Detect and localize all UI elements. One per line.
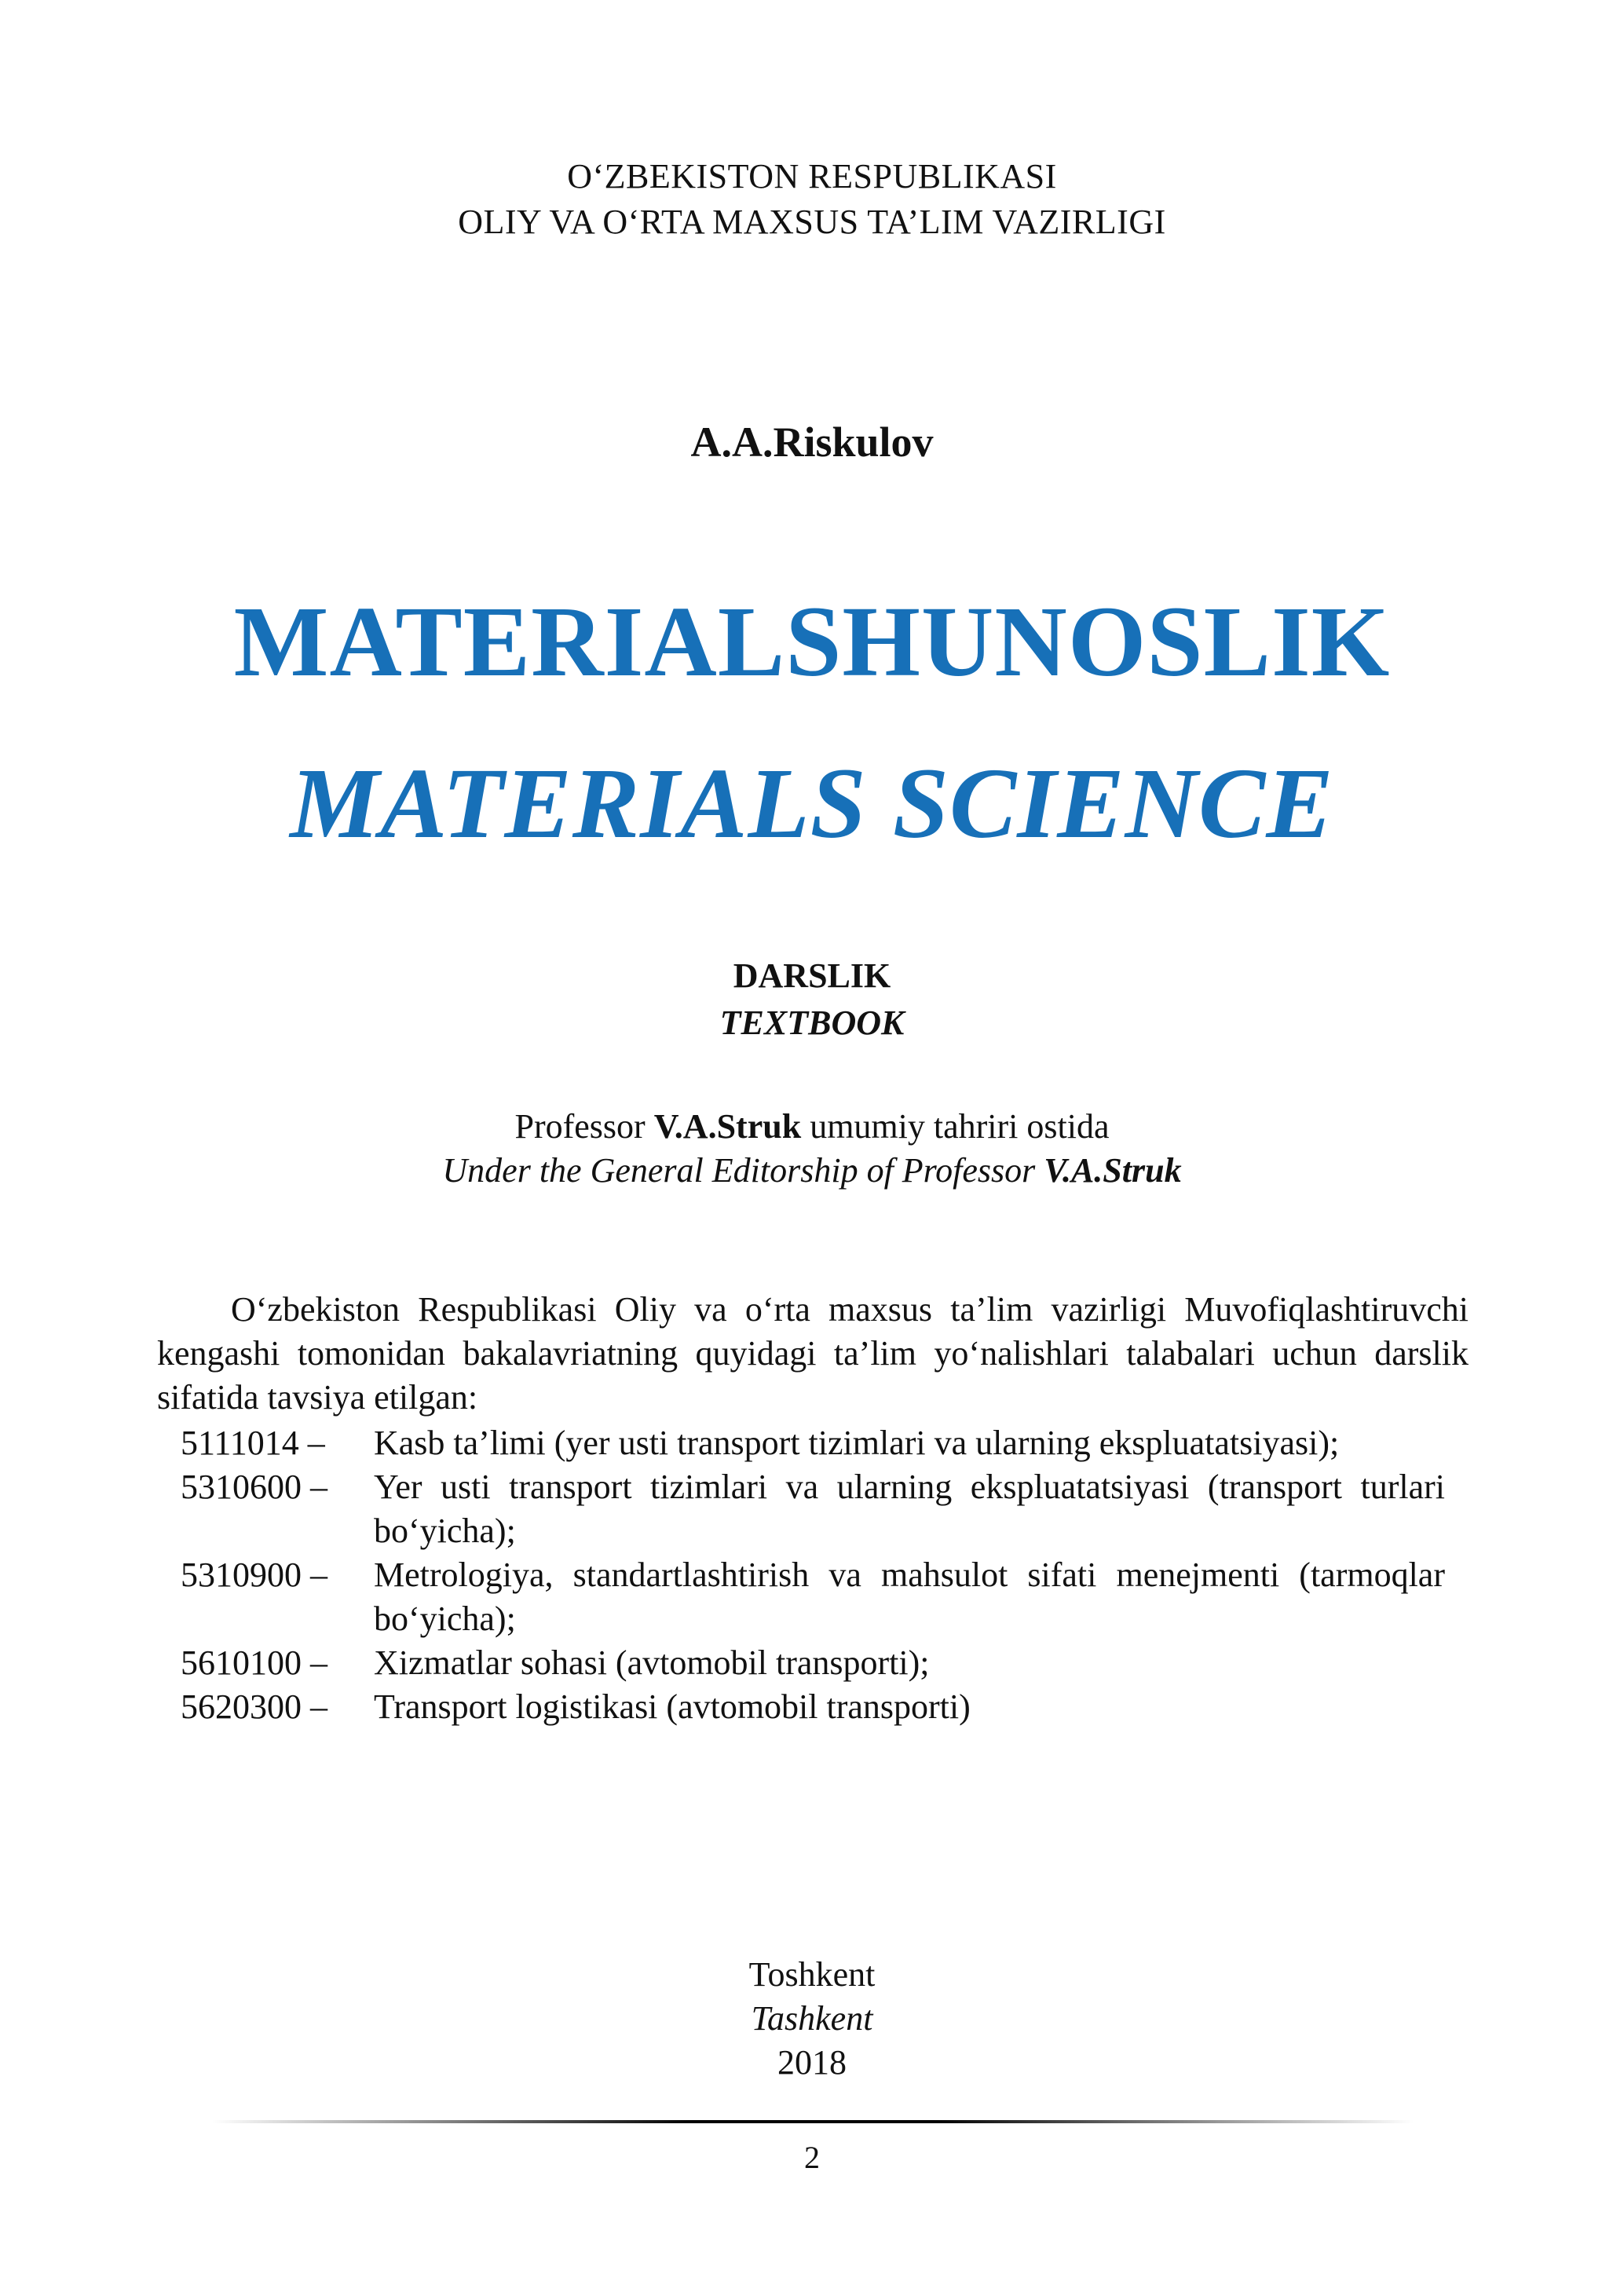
ministry-header <box>0 154 1624 245</box>
list-item <box>181 1465 1445 1553</box>
program-list <box>181 1421 1445 1729</box>
book-type-uz: DARSLIK <box>733 956 891 995</box>
program-text: Xizmatlar sohasi (avtomobil transporti); <box>374 1643 930 1682</box>
list-item <box>181 1553 1445 1641</box>
editor-line-en <box>0 1148 1624 1194</box>
list-item <box>181 1421 1445 1465</box>
list-item <box>181 1685 1445 1729</box>
program-text: Yer usti transport tizimlari va ularning ekspluatatsiyasi (transport turlari bo‘yicha); <box>374 1468 1445 1550</box>
editor-en-name: V.A.Struk <box>1044 1151 1182 1190</box>
program-text: Transport logistikasi (avtomobil transporti) <box>374 1687 971 1726</box>
list-item <box>181 1641 1445 1685</box>
program-code: 5610100 – <box>181 1643 327 1682</box>
program-code: 5111014 – <box>181 1424 325 1462</box>
ministry-line-2: OLIY VA O‘RTA MAXSUS TA’LIM VAZIRLIGI <box>458 203 1166 241</box>
editor-uz-suffix: umumiy tahriri ostida <box>801 1107 1110 1146</box>
editor-line-uz <box>0 1104 1624 1150</box>
recommendation-paragraph: O‘zbekiston Respublikasi Oliy va o‘rta maxsus ta’lim vazirligi Muvofiqlashtiruvchi kengashi tomonidan bakalavriatning quyidagi ta’lim yo‘nalishlari talabalari uchun darslik sifatida tavsiya etilgan: <box>157 1290 1469 1417</box>
editor-en-prefix: Under the General Editorship of Professor <box>442 1151 1044 1190</box>
book-title-uz: MATERIALSHUNOSLIK <box>233 586 1391 697</box>
editor-uz-prefix: Professor <box>514 1107 654 1146</box>
author-name: A.A.Riskulov <box>690 419 934 466</box>
program-text: Kasb ta’limi (yer usti transport tizimlari va ularning ekspluatatsiyasi); <box>374 1424 1340 1462</box>
imprint-city-en: Tashkent <box>751 1999 873 2038</box>
program-code: 5310600 – <box>181 1468 327 1506</box>
editor-uz-name: V.A.Struk <box>653 1107 802 1146</box>
book-type-en: TEXTBOOK <box>719 1004 905 1042</box>
program-code: 5310900 – <box>181 1556 327 1594</box>
imprint-city-uz: Toshkent <box>748 1955 876 1994</box>
footer-divider <box>212 2120 1414 2123</box>
program-text: Metrologiya, standartlashtirish va mahsulot sifati menejmenti (tarmoqlar bo‘yicha); <box>374 1556 1445 1638</box>
ministry-line-1: O‘ZBEKISTON RESPUBLIKASI <box>567 157 1057 196</box>
imprint-year: 2018 <box>777 2043 847 2082</box>
program-code: 5620300 – <box>181 1687 327 1726</box>
book-title-en: MATERIALS SCIENCE <box>290 748 1334 859</box>
page-number: 2 <box>804 2140 820 2175</box>
